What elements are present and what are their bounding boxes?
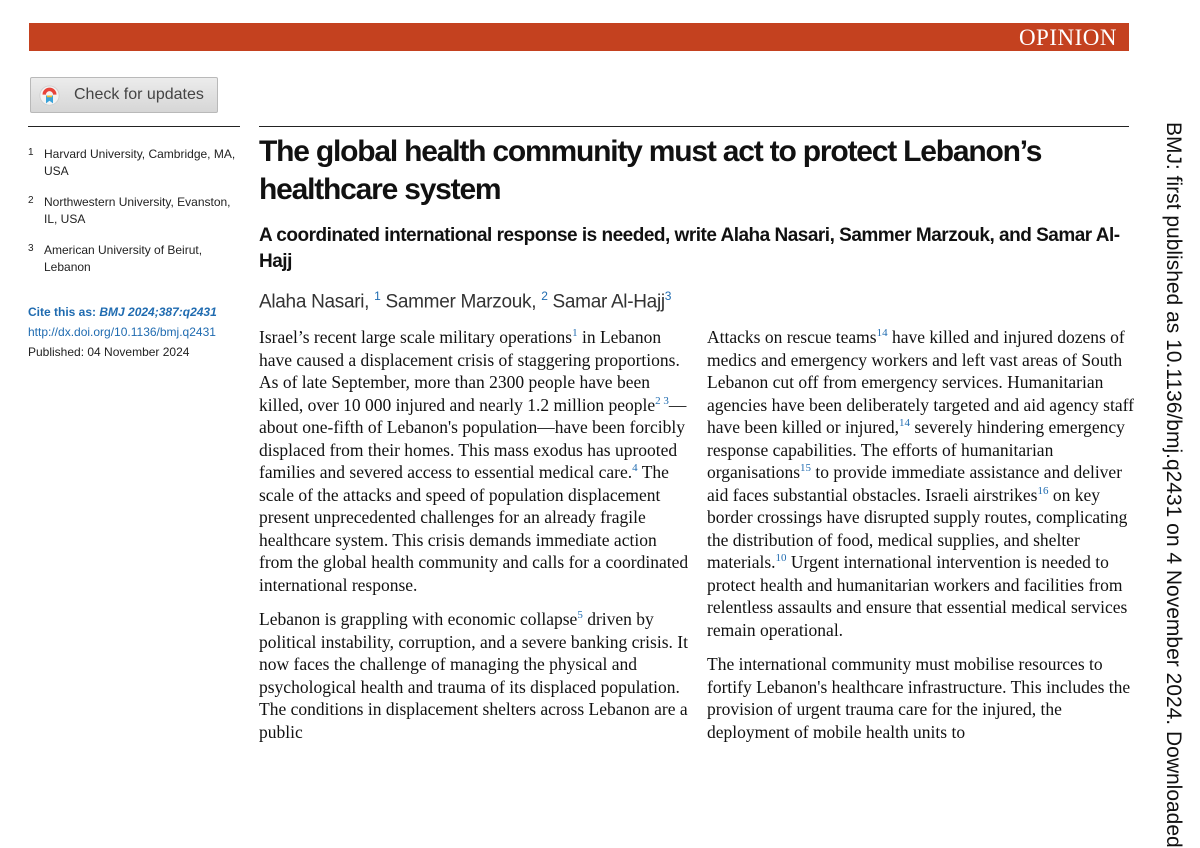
author-list [259,289,1139,313]
cite-line [28,302,240,322]
doi-link[interactable]: http://dx.doi.org/10.1136/bmj.q2431 [28,325,216,339]
author-affiliation-link[interactable]: 1 [374,289,381,303]
body-paragraph: Lebanon is grappling with economic collapse$^5$ driven by political instability, corruption, and a severe banking crisis. It now faces the challenge of managing the physical and psychological health and trauma of its displaced population. The conditions in displacement shelters across Lebanon are a public [259,609,688,742]
body-column-right [707,326,1137,755]
published-date: Published: 04 November 2024 [28,345,190,359]
author-affiliation-link[interactable]: 3 [664,289,672,303]
reference-link[interactable]: 16 [1037,484,1049,497]
body-column-left [259,326,689,755]
cite-label: Cite this as: [28,305,97,319]
citation-block [28,302,240,362]
affiliation-text: American University of Beirut, Lebanon [44,243,203,274]
reference-link[interactable]: 2 3 [655,394,669,407]
reference-link[interactable]: 15 [800,462,812,475]
affiliation-item [28,146,240,180]
body-paragraph: The international community must mobilise resources to fortify Lebanon's healthcare infrastructure. This includes the provision of urgent trauma care for the injured, the deployment of mobile health units to [707,654,1131,742]
crossmark-icon [39,85,60,106]
title-rule [259,126,1129,127]
body-paragraph: Israel’s recent large scale military operations$^1$ in Lebanon have caused a displacement crisis of staggering proportions. As of late September, more than 2300 people have been killed, over 10 000 injured and nearly 1.2 million people$^{2 3}$—about one-fifth of Lebanon's population—have been forcibly displaced from their homes. This mass exodus has uprooted families and severed access to essential medical care.$^4$ The scale of the attacks and speed of population displacement present unprecedented challenges for an already fragile healthcare system. This crisis demands immediate action from the global health community and calls for a coordinated international response. [259,327,689,595]
download-watermark: BMJ: first published as 10.1136/bmj.q2431 on 4 November 2024. Downloaded [1162,122,1185,848]
author-name: Samar Al-Hajj [552,291,665,313]
reference-link[interactable]: 4 [632,462,638,475]
author-name: Sammer Marzouk, [385,291,537,313]
reference-link[interactable]: 14 [876,327,888,340]
section-banner [29,23,1129,51]
body-paragraph: Attacks on rescue teams$^{14}$ have killed and injured dozens of medics and emergency workers and left vast areas of South Lebanon cut off from emergency services. Humanitarian agencies have been deliberately targeted and aid agency staff have been killed or injured,$^{14}$ severely hindering emergency response capabilities. The efforts of humanitarian organisations$^{15}$ to provide immediate assistance and deliver aid faces substantial obstacles. Israeli airstrikes$^{16}$ on key border crossings have disrupted supply routes, complicating the distribution of food, medical supplies, and shelter materials.$^{10}$ Urgent international intervention is needed to protect health and humanitarian workers and facilities from relentless assaults and ensure that essential medical services remain operational. [707,327,1134,640]
affiliation-text: Harvard University, Cambridge, MA, USA [44,147,236,178]
check-for-updates-button[interactable] [30,77,218,113]
reference-link[interactable]: 5 [577,609,583,622]
section-label: OPINION [1018,25,1117,50]
sidebar-rule [28,126,240,127]
reference-link[interactable]: 1 [572,327,578,340]
reference-link[interactable]: 14 [898,417,910,430]
affiliation-number: 3 [28,243,34,254]
author-affiliation-link[interactable]: 2 [541,289,548,303]
article-standfirst: A coordinated international response is needed, write Alaha Nasari, Sammer Marzouk, and Samar Al-Hajj [259,225,1120,272]
reference-link[interactable]: 10 [775,552,787,565]
affiliation-number: 2 [28,195,34,206]
affiliation-text: Northwestern University, Evanston, IL, USA [44,195,231,226]
affiliations-list [28,146,240,290]
cite-journal: BMJ [99,305,125,319]
check-for-updates-label: Check for updates [74,86,204,103]
author-name: Alaha Nasari, [259,291,370,313]
affiliation-item [28,194,240,228]
affiliation-item [28,242,240,276]
affiliation-number: 1 [28,147,34,158]
cite-reference: 2024;387:q2431 [124,305,217,319]
article-title: The global health community must act to protect Lebanon’s healthcare system [259,135,1042,206]
